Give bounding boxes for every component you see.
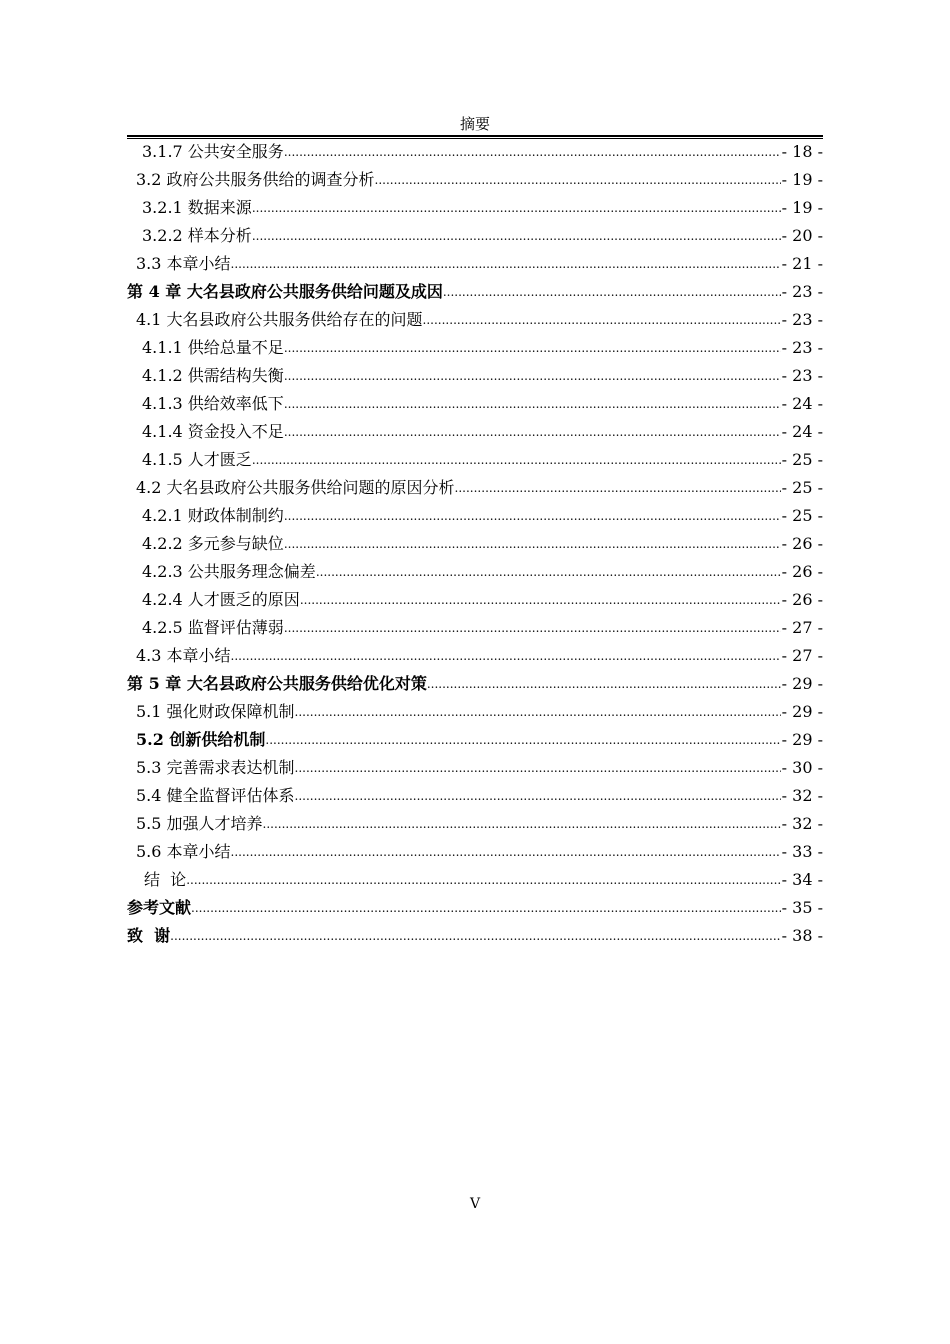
toc-entry-page: - 30 - <box>781 758 823 777</box>
toc-entry-page: - 23 - <box>781 282 823 301</box>
toc-entry[interactable] <box>127 894 823 922</box>
toc-entry-title: 4.2.3 公共服务理念偏差 <box>142 562 316 581</box>
toc-entry-page: - 23 - <box>781 338 823 357</box>
toc-leader-dots <box>170 922 781 950</box>
toc-entry-page: - 35 - <box>781 898 823 917</box>
toc-entry-title: 5.1 强化财政保障机制 <box>136 702 295 721</box>
toc-entry-title: 3.2 政府公共服务供给的调查分析 <box>136 170 375 189</box>
toc-entry-page: - 38 - <box>781 926 823 945</box>
toc-entry-page: - 18 - <box>781 142 823 161</box>
toc-leader-dots <box>443 278 781 306</box>
toc-entry-title: 3.1.7 公共安全服务 <box>142 142 284 161</box>
toc-entry[interactable] <box>127 446 823 474</box>
toc-entry-page: - 33 - <box>781 842 823 861</box>
toc-entry[interactable] <box>127 278 823 306</box>
toc-leader-dots <box>316 558 781 586</box>
toc-leader-dots <box>191 894 781 922</box>
toc-entry-title: 4.1.5 人才匮乏 <box>142 450 252 469</box>
toc-entry-page: - 26 - <box>781 590 823 609</box>
toc-leader-dots <box>455 474 781 502</box>
toc-entry[interactable] <box>127 474 823 502</box>
toc-leader-dots <box>284 502 781 530</box>
page-header: 摘要 <box>459 115 490 133</box>
toc-entry-page: - 24 - <box>781 394 823 413</box>
toc-entry[interactable] <box>127 418 823 446</box>
toc-entry[interactable] <box>127 390 823 418</box>
toc-entry-page: - 25 - <box>781 506 823 525</box>
toc-entry[interactable] <box>127 250 823 278</box>
toc-entry[interactable] <box>127 530 823 558</box>
toc-entry[interactable] <box>127 866 823 894</box>
toc-entry[interactable] <box>127 782 823 810</box>
toc-leader-dots <box>295 754 781 782</box>
toc-entry[interactable] <box>127 754 823 782</box>
toc-entry-page: - 25 - <box>781 478 823 497</box>
page-number: V <box>469 1196 481 1212</box>
toc-entry-title: 4.2.4 人才匮乏的原因 <box>142 590 300 609</box>
toc-entry-title: 4.1.1 供给总量不足 <box>142 338 284 357</box>
toc-entry-title: 5.3 完善需求表达机制 <box>136 758 295 777</box>
toc-entry[interactable] <box>127 362 823 390</box>
toc-leader-dots <box>252 446 781 474</box>
toc-entry-page: - 26 - <box>781 534 823 553</box>
toc-leader-dots <box>186 866 780 894</box>
toc-entry-page: - 19 - <box>781 170 823 189</box>
toc-entry-title: 3.2.2 样本分析 <box>142 226 252 245</box>
toc-entry[interactable] <box>127 838 823 866</box>
toc-entry-page: - 25 - <box>781 450 823 469</box>
toc-entry-title: 第 5 章 大名县政府公共服务供给优化对策 <box>127 674 427 693</box>
toc-entry-title: 5.4 健全监督评估体系 <box>136 786 295 805</box>
toc-entry[interactable] <box>127 642 823 670</box>
toc-entry-title: 4.1 大名县政府公共服务供给存在的问题 <box>136 310 423 329</box>
toc-leader-dots <box>284 418 781 446</box>
toc-entry[interactable] <box>127 502 823 530</box>
toc-entry-page: - 19 - <box>781 198 823 217</box>
toc-leader-dots <box>284 138 781 166</box>
toc-entry[interactable] <box>127 194 823 222</box>
toc-entry-title: 5.5 加强人才培养 <box>136 814 263 833</box>
toc-leader-dots <box>265 726 780 754</box>
toc-entry-title: 4.1.2 供需结构失衡 <box>142 366 284 385</box>
toc-leader-dots <box>295 698 781 726</box>
toc-leader-dots <box>284 334 781 362</box>
toc-entry-title: 5.2 创新供给机制 <box>136 730 266 749</box>
toc-entry[interactable] <box>127 138 823 166</box>
toc-entry-title: 3.3 本章小结 <box>136 254 231 273</box>
toc-entry-title: 3.2.1 数据来源 <box>142 198 252 217</box>
toc-leader-dots <box>427 670 781 698</box>
toc-entry-title: 致 谢 <box>127 926 171 945</box>
toc-leader-dots <box>263 810 781 838</box>
toc-entry[interactable] <box>127 586 823 614</box>
toc-entry-page: - 23 - <box>781 310 823 329</box>
toc-entry-title: 5.6 本章小结 <box>136 842 231 861</box>
toc-entry-page: - 27 - <box>781 646 823 665</box>
toc-leader-dots <box>284 362 781 390</box>
toc-entry-page: - 26 - <box>781 562 823 581</box>
toc-leader-dots <box>231 250 781 278</box>
toc-entry[interactable] <box>127 222 823 250</box>
toc-leader-dots <box>252 222 781 250</box>
toc-leader-dots <box>284 390 781 418</box>
toc-leader-dots <box>284 530 781 558</box>
toc-leader-dots <box>231 642 781 670</box>
toc-entry[interactable] <box>127 558 823 586</box>
toc-entry-page: - 32 - <box>781 814 823 833</box>
toc-entry-title: 4.3 本章小结 <box>136 646 231 665</box>
toc-leader-dots <box>284 614 781 642</box>
toc-entry-title: 参考文献 <box>127 898 192 917</box>
toc-entry[interactable] <box>127 726 823 754</box>
toc-entry-page: - 34 - <box>781 870 823 889</box>
toc-entry-title: 4.2.2 多元参与缺位 <box>142 534 284 553</box>
toc-entry-page: - 21 - <box>781 254 823 273</box>
toc-entry-title: 4.2.5 监督评估薄弱 <box>142 618 284 637</box>
toc-entry-page: - 24 - <box>781 422 823 441</box>
toc-entry-page: - 32 - <box>781 786 823 805</box>
table-of-contents <box>127 138 823 950</box>
toc-leader-dots <box>300 586 781 614</box>
toc-entry-page: - 29 - <box>781 674 823 693</box>
toc-entry[interactable] <box>127 334 823 362</box>
toc-entry[interactable] <box>127 698 823 726</box>
toc-entry[interactable] <box>127 306 823 334</box>
toc-entry-title: 第 4 章 大名县政府公共服务供给问题及成因 <box>127 282 443 301</box>
toc-entry[interactable] <box>127 614 823 642</box>
toc-entry[interactable] <box>127 810 823 838</box>
toc-entry[interactable] <box>127 670 823 698</box>
toc-entry-title: 4.2 大名县政府公共服务供给问题的原因分析 <box>136 478 455 497</box>
toc-leader-dots <box>423 306 781 334</box>
toc-leader-dots <box>231 838 781 866</box>
toc-entry-title: 结 论 <box>144 870 187 889</box>
toc-leader-dots <box>375 166 781 194</box>
toc-entry-page: - 23 - <box>781 366 823 385</box>
toc-leader-dots <box>295 782 781 810</box>
toc-entry-title: 4.1.4 资金投入不足 <box>142 422 284 441</box>
toc-leader-dots <box>252 194 781 222</box>
toc-entry-page: - 27 - <box>781 618 823 637</box>
toc-entry-title: 4.1.3 供给效率低下 <box>142 394 284 413</box>
toc-entry[interactable] <box>127 166 823 194</box>
toc-entry-page: - 20 - <box>781 226 823 245</box>
toc-entry-page: - 29 - <box>781 730 823 749</box>
toc-entry-page: - 29 - <box>781 702 823 721</box>
toc-entry[interactable] <box>127 922 823 950</box>
toc-entry-title: 4.2.1 财政体制制约 <box>142 506 284 525</box>
